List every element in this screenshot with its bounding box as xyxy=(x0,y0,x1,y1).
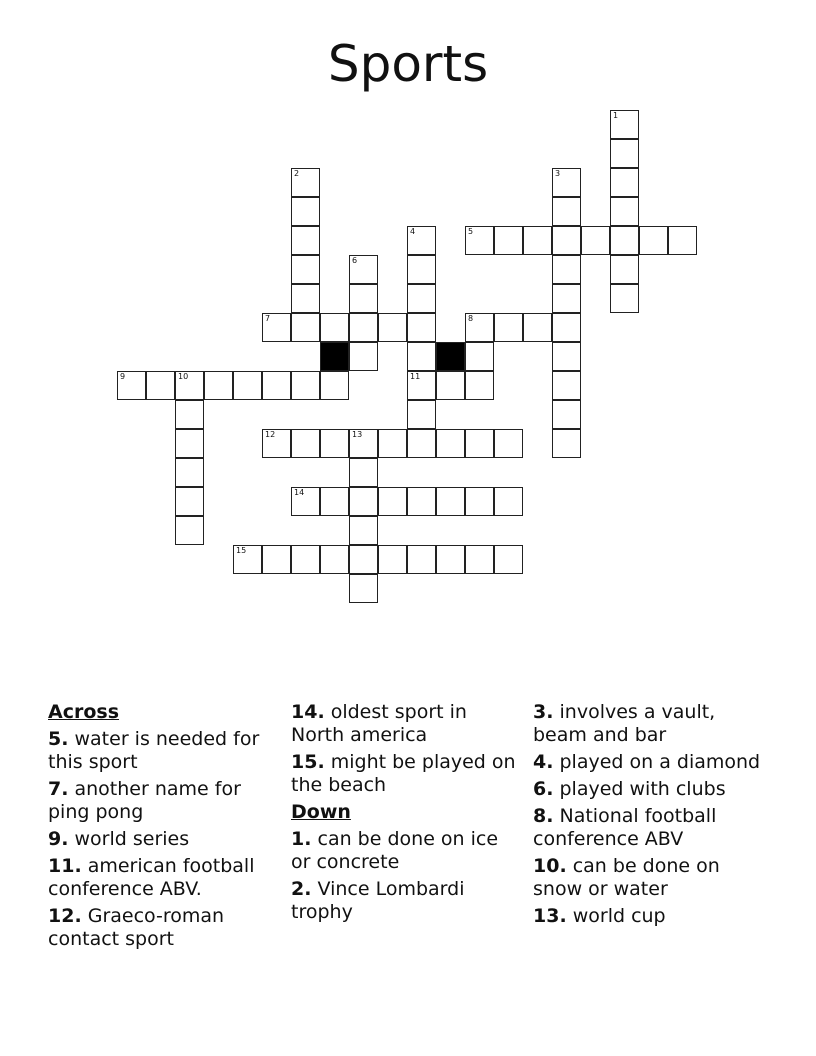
grid-cell[interactable] xyxy=(146,371,175,400)
grid-cell[interactable] xyxy=(465,313,494,342)
grid-cell[interactable] xyxy=(407,400,436,429)
clue-down-13: 13. world cup xyxy=(533,905,666,927)
grid-cell[interactable] xyxy=(610,139,639,168)
grid-cell[interactable] xyxy=(407,313,436,342)
cell-number: 7 xyxy=(265,314,271,323)
clue-across-7: 7. another name for ping pong xyxy=(48,778,241,823)
black-square xyxy=(320,342,349,371)
grid-cell[interactable] xyxy=(262,371,291,400)
grid-cell[interactable] xyxy=(291,284,320,313)
cell-number: 8 xyxy=(468,314,474,323)
clue-down-6: 6. played with clubs xyxy=(533,778,726,800)
grid-cell[interactable] xyxy=(378,487,407,516)
grid-cell[interactable] xyxy=(465,487,494,516)
grid-cell[interactable] xyxy=(175,487,204,516)
grid-cell[interactable] xyxy=(349,313,378,342)
grid-cell[interactable] xyxy=(436,487,465,516)
cell-number: 14 xyxy=(294,488,305,497)
grid-cell[interactable] xyxy=(262,313,291,342)
clue-down-3: 3. involves a vault, beam and bar xyxy=(533,701,716,746)
grid-cell[interactable] xyxy=(320,545,349,574)
grid-cell[interactable] xyxy=(262,429,291,458)
clue-down-4: 4. played on a diamond xyxy=(533,751,761,773)
cell-number: 1 xyxy=(613,111,619,120)
grid-cell[interactable] xyxy=(349,545,378,574)
grid-cell[interactable] xyxy=(552,284,581,313)
clue-across-15: 15. might be played on the beach xyxy=(291,751,516,796)
cell-number: 4 xyxy=(410,227,416,236)
grid-cell[interactable] xyxy=(349,574,378,603)
puzzle-title: Sports xyxy=(327,35,489,93)
grid-cell[interactable] xyxy=(552,197,581,226)
grid-cell[interactable] xyxy=(349,284,378,313)
grid-cell[interactable] xyxy=(291,371,320,400)
grid-cell[interactable] xyxy=(291,313,320,342)
clue-across-11: 11. american football conference ABV. xyxy=(48,855,255,900)
grid-cell[interactable] xyxy=(349,429,378,458)
clue-down-8: 8. National football conference ABV xyxy=(533,805,717,850)
grid-cell[interactable] xyxy=(407,226,436,255)
grid-cell[interactable] xyxy=(552,371,581,400)
grid-cell[interactable] xyxy=(610,226,639,255)
grid-cell[interactable] xyxy=(436,545,465,574)
grid-cell[interactable] xyxy=(233,545,262,574)
grid-cell[interactable] xyxy=(523,226,552,255)
clue-across-12: 12. Graeco-roman contact sport xyxy=(48,905,225,950)
grid-cell[interactable] xyxy=(552,313,581,342)
grid-cell[interactable] xyxy=(494,313,523,342)
grid-cell[interactable] xyxy=(523,313,552,342)
black-square xyxy=(436,342,465,371)
grid-cell[interactable] xyxy=(407,545,436,574)
down-heading: Down xyxy=(291,801,351,823)
grid-cell[interactable] xyxy=(291,168,320,197)
grid-cell[interactable] xyxy=(175,458,204,487)
grid-cell[interactable] xyxy=(465,429,494,458)
grid-cell[interactable] xyxy=(175,371,204,400)
grid-cell[interactable] xyxy=(349,458,378,487)
across-heading: Across xyxy=(48,701,120,723)
grid-cell[interactable] xyxy=(610,197,639,226)
grid-cell[interactable] xyxy=(378,545,407,574)
cell-number: 9 xyxy=(120,372,126,381)
grid-cell[interactable] xyxy=(407,284,436,313)
grid-cell[interactable] xyxy=(552,400,581,429)
grid-cell[interactable] xyxy=(378,313,407,342)
clue-down-1: 1. can be done on ice or concrete xyxy=(291,828,499,873)
grid-cell[interactable] xyxy=(610,284,639,313)
grid-cell[interactable] xyxy=(349,255,378,284)
clues-column-2 xyxy=(291,701,523,928)
clues-column-3 xyxy=(533,701,765,932)
cell-number: 2 xyxy=(294,169,300,178)
cell-number: 11 xyxy=(410,372,421,381)
grid-cell[interactable] xyxy=(291,197,320,226)
grid-cell[interactable] xyxy=(407,429,436,458)
grid-cell[interactable] xyxy=(320,429,349,458)
grid-cell[interactable] xyxy=(436,371,465,400)
cell-number: 10 xyxy=(178,372,189,381)
clue-down-2: 2. Vince Lombardi trophy xyxy=(291,878,465,923)
grid-cell[interactable] xyxy=(175,429,204,458)
grid-cell[interactable] xyxy=(204,371,233,400)
grid-cell[interactable] xyxy=(291,545,320,574)
grid-cell[interactable] xyxy=(349,487,378,516)
grid-cell[interactable] xyxy=(291,429,320,458)
grid-cell[interactable] xyxy=(320,313,349,342)
grid-cell[interactable] xyxy=(552,342,581,371)
clues-column-1 xyxy=(48,701,280,955)
cell-number: 3 xyxy=(555,169,561,178)
grid-cell[interactable] xyxy=(465,545,494,574)
grid-cell[interactable] xyxy=(436,429,465,458)
grid-cell[interactable] xyxy=(320,371,349,400)
grid-cell[interactable] xyxy=(552,255,581,284)
grid-cell[interactable] xyxy=(407,487,436,516)
grid-cell[interactable] xyxy=(610,168,639,197)
grid-cell[interactable] xyxy=(610,110,639,139)
grid-cell[interactable] xyxy=(262,545,291,574)
grid-cell[interactable] xyxy=(552,429,581,458)
grid-cell[interactable] xyxy=(378,429,407,458)
cell-number: 6 xyxy=(352,256,358,265)
grid-cell[interactable] xyxy=(465,226,494,255)
clue-across-9: 9. world series xyxy=(48,828,190,850)
grid-cell[interactable] xyxy=(407,255,436,284)
grid-cell[interactable] xyxy=(175,516,204,545)
grid-cell[interactable] xyxy=(407,342,436,371)
grid-cell[interactable] xyxy=(494,545,523,574)
clue-across-14: 14. oldest sport in North america xyxy=(291,701,467,746)
grid-cell[interactable] xyxy=(552,168,581,197)
cell-number: 12 xyxy=(265,430,276,439)
grid-cell[interactable] xyxy=(349,516,378,545)
grid-cell[interactable] xyxy=(494,487,523,516)
grid-cell[interactable] xyxy=(639,226,668,255)
clue-down-10: 10. can be done on snow or water xyxy=(533,855,720,900)
grid-cell[interactable] xyxy=(233,371,262,400)
grid-cell[interactable] xyxy=(407,371,436,400)
grid-cell[interactable] xyxy=(465,371,494,400)
cell-number: 13 xyxy=(352,430,363,439)
grid-cell[interactable] xyxy=(291,255,320,284)
grid-cell[interactable] xyxy=(465,342,494,371)
grid-cell[interactable] xyxy=(668,226,697,255)
grid-cell[interactable] xyxy=(320,487,349,516)
clue-across-5: 5. water is needed for this sport xyxy=(48,728,260,773)
grid-cell[interactable] xyxy=(552,226,581,255)
grid-cell[interactable] xyxy=(117,371,146,400)
grid-cell[interactable] xyxy=(494,429,523,458)
grid-cell[interactable] xyxy=(349,342,378,371)
cell-number: 15 xyxy=(236,546,247,555)
grid-cell[interactable] xyxy=(291,487,320,516)
cell-number: 5 xyxy=(468,227,474,236)
grid-cell[interactable] xyxy=(175,400,204,429)
grid-cell[interactable] xyxy=(581,226,610,255)
grid-cell[interactable] xyxy=(494,226,523,255)
grid-cell[interactable] xyxy=(291,226,320,255)
grid-cell[interactable] xyxy=(610,255,639,284)
